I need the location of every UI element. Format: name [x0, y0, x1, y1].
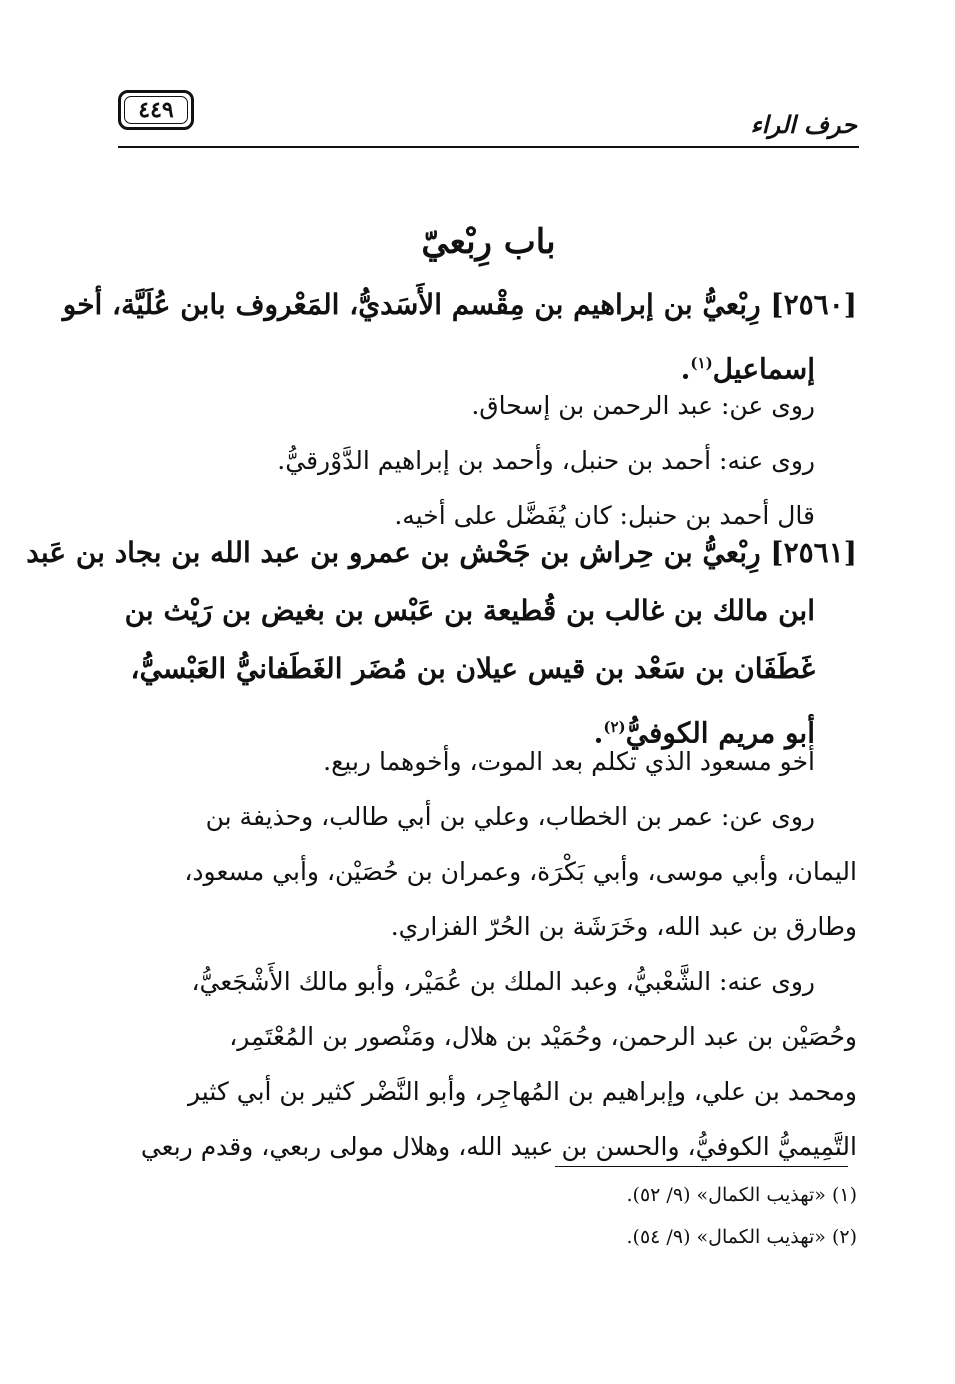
chapter-title: باب رِبْعيّ: [421, 222, 556, 262]
entry-2561-heading-line: [٢٥٦١] رِبْعيُّ بن حِراش بن جَحْش بن عمرو بن عبد الله بن بجاد بن عَبد: [26, 536, 857, 569]
entry-2561-heading-line: غَطَفَان بن سَعْد بن قيس عيلان بن مُضَر الغَطَفانيُّ العَبْسيُّ،: [130, 652, 815, 685]
entry-2560-heading-end: .: [680, 352, 691, 386]
entry-2560-body: [112, 378, 857, 543]
ahmad-statement: قال أحمد بن حنبل: كان يُفَضَّل على أخيه.: [394, 501, 815, 530]
narrated-by: روى عنه: أحمد بن حنبل، وأحمد بن إبراهيم الدَّوْرقيُّ.: [277, 446, 815, 475]
entry-2561-heading: [26, 524, 857, 762]
narrated-from-line: وطارق بن عبد الله، وخَرَشَة بن الحُرّ الفزاري.: [390, 912, 857, 941]
footnote-2: (٢) «تهذيب الكمال» (٩/ ٥٤).: [626, 1226, 857, 1248]
footnote-ref-2: (٢): [603, 718, 626, 736]
page-number-text: ٤٤٩: [138, 97, 174, 123]
narrated-from-line: اليمان، وأبي موسى، وأبي بَكْرَة، وعمران بن حُصَيْن، وأبي مسعود،: [184, 857, 857, 886]
entry-2561-heading-end: .: [593, 716, 604, 750]
narrated-from: روى عن: عبد الرحمن بن إسحاق.: [471, 391, 815, 420]
narrated-by-line: وحُصَيْن بن عبد الرحمن، وحُمَيْد بن هلال، ومَنْصور بن المُعْتَمِر،: [229, 1022, 857, 1051]
page-number: [118, 90, 194, 130]
entry-2561-heading-line: ابن مالك بن غالب بن قُطيعة بن عَبْس بن بغيض بن رَيْث بن: [124, 594, 815, 627]
narrated-from-line: روى عن: عمر بن الخطاب، وعلي بن أبي طالب، وحذيفة بن: [205, 802, 815, 831]
narrated-by-line: روى عنه: الشَّعْبيُّ، وعبد الملك بن عُمَيْر، وأبو مالك الأَشْجَعيُّ،: [191, 967, 815, 996]
running-head: حرف الراء: [750, 110, 857, 139]
brother-line: أخو مسعود الذي تكلم بعد الموت، وأخوهما ربيع.: [323, 747, 815, 776]
narrated-by-line: ومحمد بن علي، وإبراهيم بن المُهاجِر، وأبو النَّضْر كثير بن أبي كثير: [188, 1077, 857, 1106]
entry-2561-body: [112, 734, 857, 1174]
narrated-by-line: التَّمِيميُّ الكوفيُّ، والحسن بن عبيد الله، وهلال مولى ربعي، وقدم ربعي: [140, 1132, 857, 1161]
footnote-1: (١) «تهذيب الكمال» (٩/ ٥٢).: [626, 1184, 857, 1206]
entry-2560-heading-line: [٢٥٦٠] رِبْعيُّ بن إبراهيم بن مِقْسم الأَسَديُّ، المَعْروف بابن عُلَيَّة، أخو: [62, 288, 857, 321]
footnote-ref-1: (١): [690, 354, 713, 372]
header-rule: [118, 146, 859, 148]
entry-2560-heading-text: إسماعيل: [712, 352, 815, 386]
entry-2561-heading-text: أبو مريم الكوفيُّ: [625, 716, 815, 750]
footnote-rule: [555, 1166, 848, 1167]
